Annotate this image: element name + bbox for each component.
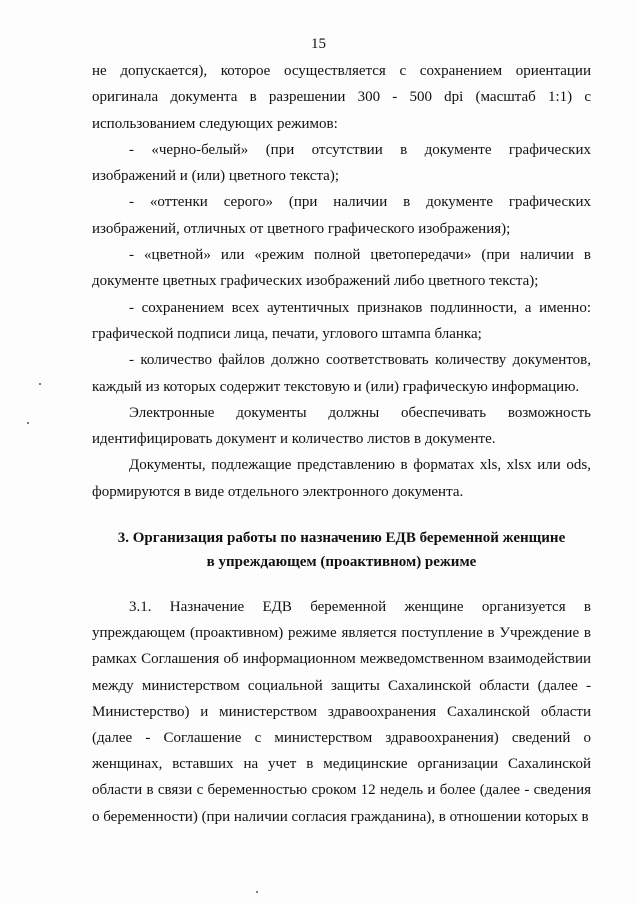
section-heading-line-2: в упреждающем (проактивном) режиме [206,554,477,570]
paragraph-3-1: 3.1. Назначение ЕДВ беременной женщине организуется в упреждающем (проактивном) режиме является поступление в Учреждение в рамках Соглашения об информационном межведомственном взаимодействии между министерством социальной защиты Сахалинской области (далее - Министерство) и министерством здравоохранения Сахалинской области (далее - Соглашение с министерством здравоохранения) сведений о женщинах, вставших на учет в медицинские организации Сахалинской области в связи с беременностью сроком 12 недель и более (далее - сведения о беременности) (при наличии согласия гражданина), в отношении которых в [92,599,591,825]
paragraph-scan-requirements: не допускается), которое осуществляется с сохранением ориентации оригинала документа в разрешении 300 - 500 dpi (масштаб 1:1) с использованием следующих режимов: [92,63,591,132]
list-item-file-count: - количество файлов должно соответствовать количеству документов, каждый из которых содержит текстовую и (или) графическую информацию. [92,352,591,395]
scan-speck [27,422,29,424]
body-text [92,58,591,505]
section-heading [92,526,591,574]
list-item-authenticity: - сохранением всех аутентичных признаков подлинности, а именно: графической подписи лица, печати, углового штампа бланка; [92,299,591,342]
paragraph-spreadsheet-formats: Документы, подлежащие представлению в форматах xls, xlsx или ods, формируются в виде отдельного электронного документа. [92,457,591,500]
paragraph-electronic-documents: Электронные документы должны обеспечивать возможность идентифицировать документ и количество листов в документе. [92,404,591,448]
scan-speck [39,383,41,385]
list-item-color: - «цветной» или «режим полной цветопередачи» (при наличии в документе цветных графических изображений либо цветного текста); [92,247,591,290]
page-number: 15 [311,36,326,52]
section-body [92,594,591,830]
section-heading-line-1: 3. Организация работы по назначению ЕДВ беременной женщине [117,530,566,546]
scan-speck [256,891,258,893]
list-item-black-white: - «черно-белый» (при отсутствии в документе графических изображений и (или) цветного текста); [92,141,591,185]
list-item-grayscale: - «оттенки серого» (при наличии в документе графических изображений, отличных от цветного графического изображения); [92,194,591,237]
